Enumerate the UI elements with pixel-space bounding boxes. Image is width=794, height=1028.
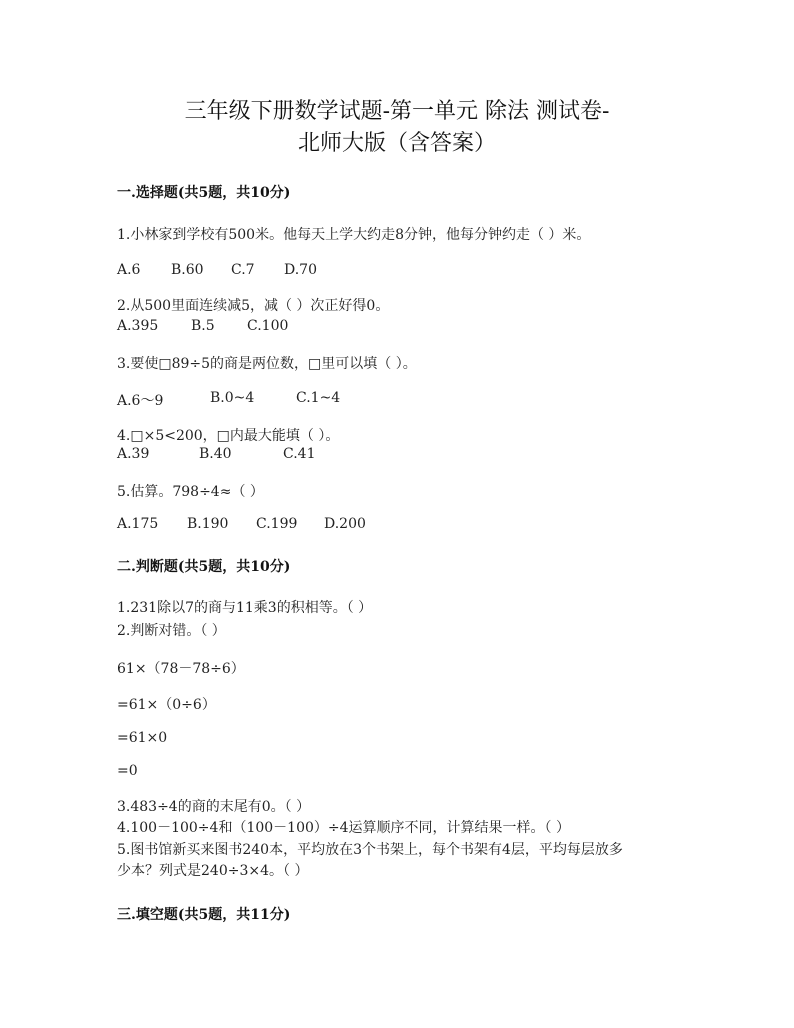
question-stem: 4.□×5<200，□内最大能填（ ）。	[117, 428, 340, 444]
option-c: C.41	[283, 446, 316, 462]
option-c: C.1~4	[296, 390, 341, 406]
option-b: B.0~4	[210, 390, 255, 406]
option-b: B.5	[191, 318, 215, 334]
option-c: C.7	[231, 262, 255, 278]
option-b: B.40	[199, 446, 232, 462]
option-c: C.199	[256, 516, 298, 532]
option-a: A.6～9	[117, 393, 164, 409]
title-line-2: 北师大版（含答案）	[297, 131, 496, 156]
equation-line: =0	[117, 763, 138, 779]
option-d: D.200	[324, 516, 366, 532]
question-line: 3.483÷4的商的末尾有0。（ ）	[117, 799, 311, 815]
section-heading-judge: 二.判断题(共5题，共10分)	[117, 559, 291, 575]
question-line: 少本？列式是240÷3×4。（ ）	[117, 863, 309, 879]
title-line-1: 三年级下册数学试题-第一单元 除法 测试卷-	[184, 99, 610, 124]
question-line: 2.判断对错。（ ）	[117, 623, 226, 639]
option-b: B.190	[187, 516, 229, 532]
option-a: A.39	[117, 446, 150, 462]
equation-line: =61×（0÷6）	[117, 697, 216, 713]
question-stem: 1.小林家到学校有500米。他每天上学大约走8分钟，他每分钟约走（ ）米。	[117, 227, 591, 243]
question-stem: 5.估算。798÷4≈（ ）	[117, 484, 264, 500]
option-c: C.100	[247, 318, 289, 334]
question-stem: 3.要使□89÷5的商是两位数，□里可以填（ ）。	[117, 356, 417, 372]
section-heading-fill: 三.填空题(共5题，共11分)	[117, 907, 291, 923]
option-b: B.60	[171, 262, 204, 278]
page-title	[0, 96, 794, 160]
question-line: 5.图书馆新买来图书240本，平均放在3个书架上，每个书架有4层，平均每层放多	[117, 842, 623, 858]
option-d: D.70	[284, 262, 317, 278]
option-a: A.395	[117, 318, 159, 334]
question-line: 4.100－100÷4和（100－100）÷4运算顺序不同，计算结果一样。（ ）	[117, 820, 570, 836]
option-a: A.6	[117, 262, 141, 278]
equation-line: =61×0	[117, 730, 168, 746]
option-a: A.175	[117, 516, 159, 532]
section-heading-choice: 一.选择题(共5题，共10分)	[117, 185, 291, 201]
question-line: 1.231除以7的商与11乘3的积相等。（ ）	[117, 600, 373, 616]
equation-line: 61×（78－78÷6）	[117, 661, 245, 677]
question-stem: 2.从500里面连续减5，减（ ）次正好得0。	[117, 298, 390, 314]
